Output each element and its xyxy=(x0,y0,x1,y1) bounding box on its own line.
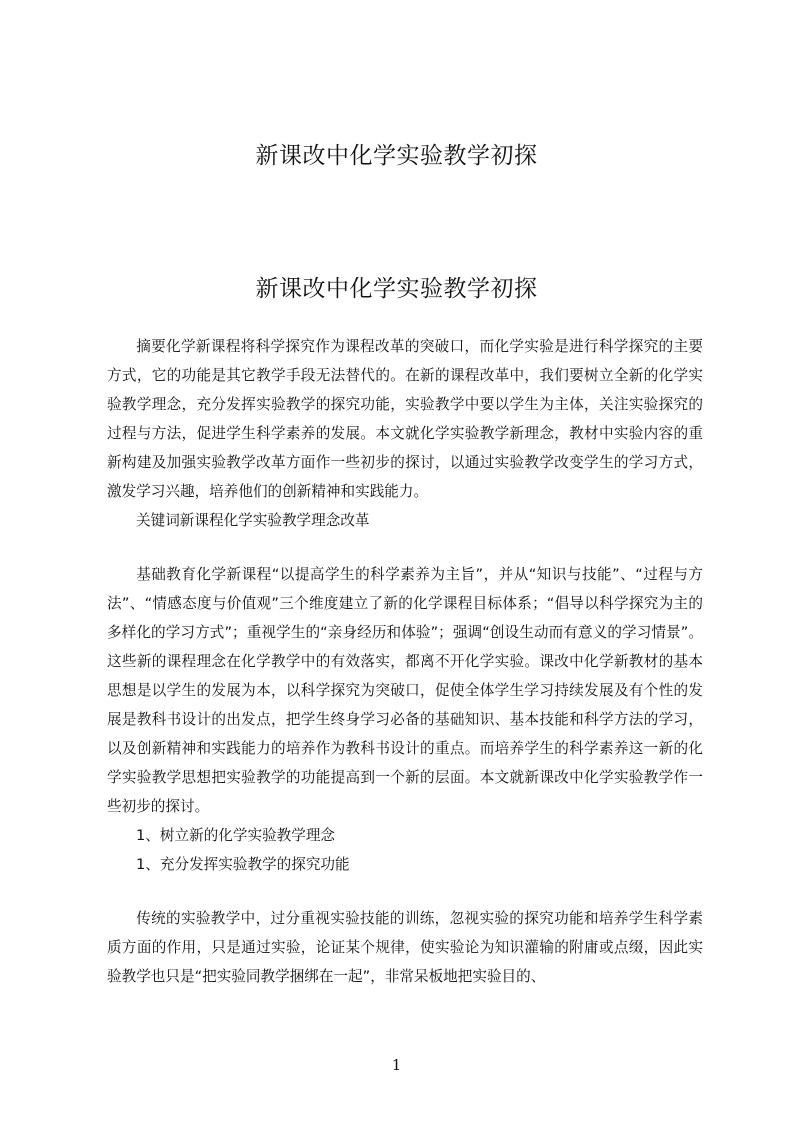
section-heading-2: 1、充分发挥实验教学的探究功能 xyxy=(136,856,350,873)
document-title-second: 新课改中化学实验教学初探 xyxy=(255,276,538,302)
abstract-paragraph: 摘要化学新课程将科学探究作为课程改革的突破口，而化学实验是进行科学探究的主要方式，它的功能是其它教学手段无法替代的。在新的课程改革中，我们要树立全新的化学实验教学理念，充分发挥实验教学的探究功能，实验教学中要以学生为主体，关注实验探究的过程与方法，促进学生科学素养的发展。本文就化学实验教学新理念，教材中实验内容的重新构建及加强实验教学改革方面作一些初步的探讨，以通过实验教学改变学生的学习方式，激发学习兴趣，培养他们的创新精神和实践能力。 xyxy=(107,338,703,500)
keywords-line: 关键词新课程化学实验教学理念改革 xyxy=(136,512,370,529)
intro-paragraph: 基础教育化学新课程“以提高学生的科学素养为主旨”，并从“知识与技能”、“过程与方法”、“情感态度与价值观”三个维度建立了新的化学课程目标体系；“倡导以科学探究为主的多样化的学习方式”；重视学生的“亲身经历和体验”；强调“创设生动而有意义的学习情景”。这些新的课程理念在化学教学中的有效落实，都离不开化学实验。课改中化学新教材的基本思想是以学生的发展为本，以科学探究为突破口，促使全体学生学习持续发展及有个性的发展是教科书设计的出发点，把学生终身学习必备的基础知识、基本技能和科学方法的学习，以及创新精神和实践能力的培养作为教科书设计的重点。而培养学生的科学素养这一新的化学实验教学思想把实验教学的功能提高到一个新的层面。本文就新课改中化学实验教学作一些初步的探讨。 xyxy=(107,566,703,815)
document-content xyxy=(107,332,703,991)
page-number: 1 xyxy=(391,1056,402,1074)
body-paragraph-1: 传统的实验教学中，过分重视实验技能的训练，忽视实验的探究功能和培养学生科学素质方面的作用，只是通过实验，论证某个规律，使实验论为知识灌输的附庸或点缀，因此实验教学也只是“把实验同教学捆绑在一起”，非常呆板地把实验目的、 xyxy=(107,910,703,985)
document-title-top: 新课改中化学实验教学初探 xyxy=(255,143,538,169)
section-heading-1: 1、树立新的化学实验教学理念 xyxy=(136,827,336,844)
